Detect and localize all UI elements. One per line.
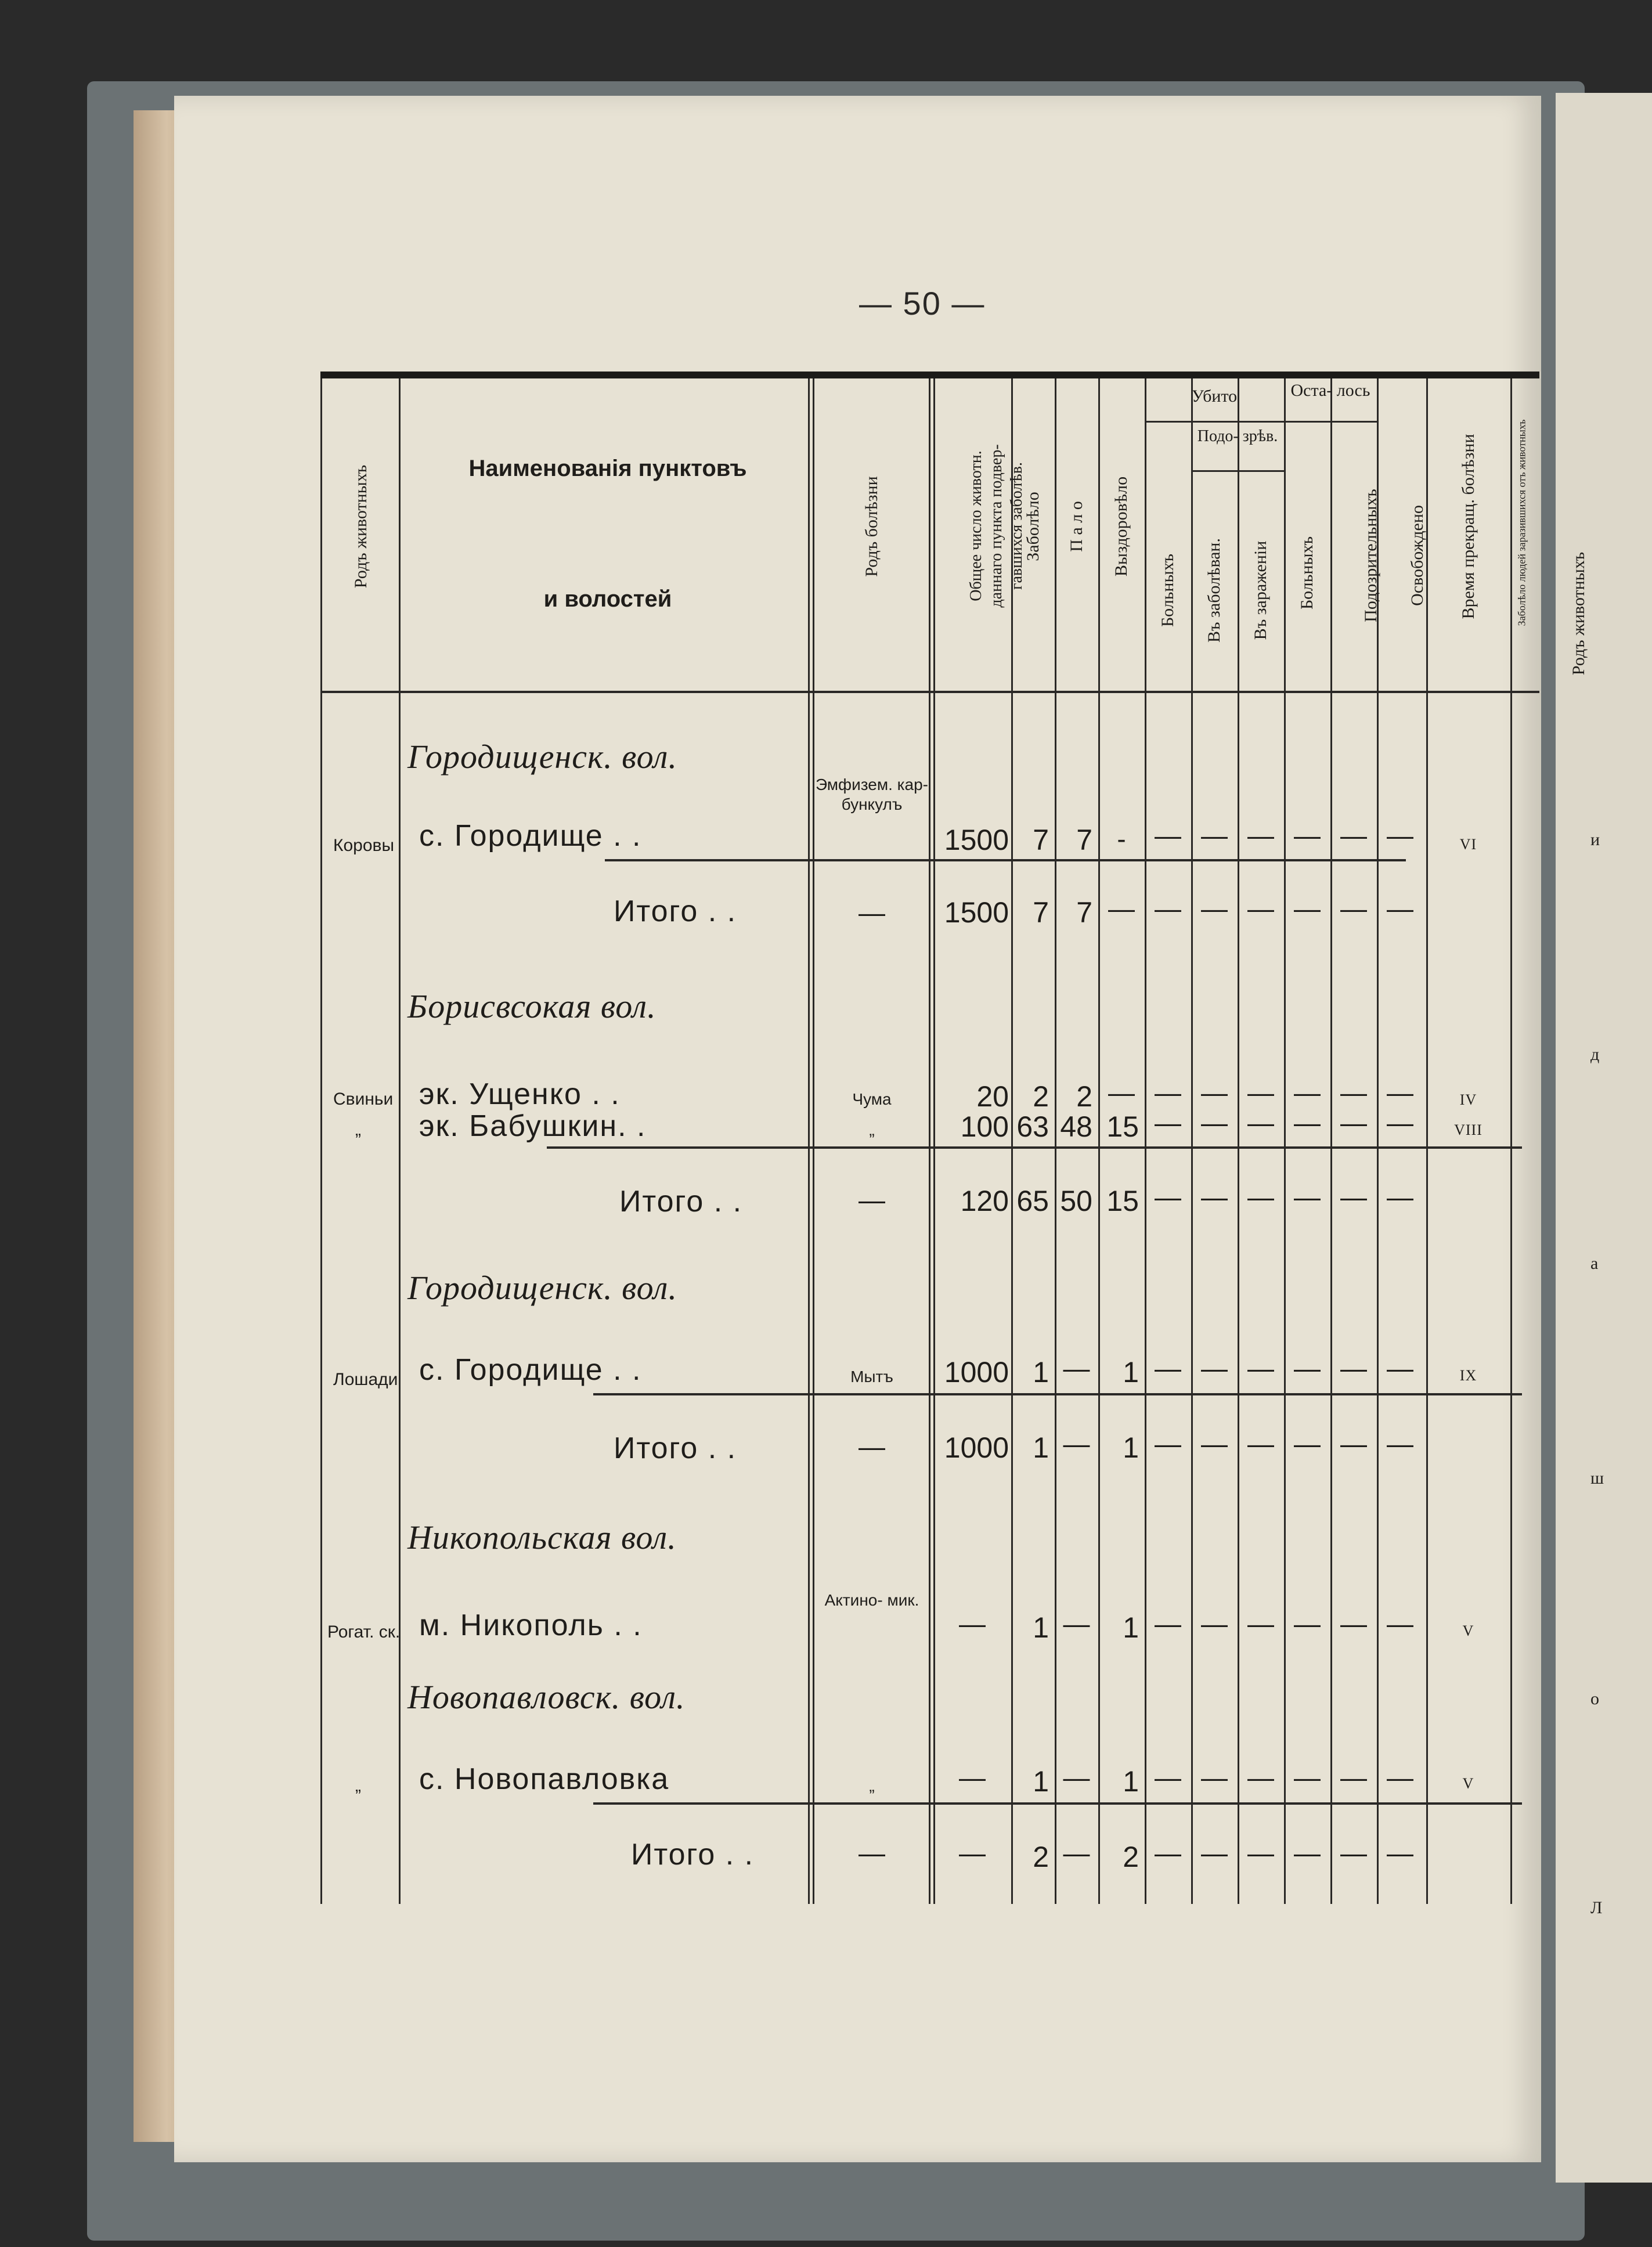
facing-letter: о: [1590, 1689, 1600, 1708]
facing-letter: д: [1590, 1045, 1600, 1064]
died: —: [1063, 1353, 1090, 1383]
cell-dash: —: [1340, 893, 1367, 924]
animal-ditto: „: [355, 1776, 361, 1795]
total-label: Итого . .: [619, 1185, 743, 1218]
disease-dash: —: [859, 1185, 885, 1215]
cell-dash: —: [1155, 893, 1181, 924]
place-name: эк. Ущенко . .: [419, 1077, 621, 1111]
cell-dash: —: [1340, 1353, 1367, 1383]
total-label: Итого . .: [614, 895, 737, 928]
fell-ill: 63: [1016, 1110, 1049, 1143]
animal-kind: Свиньи: [333, 1090, 394, 1109]
cell-dash: —: [1294, 1838, 1321, 1868]
col-line: [808, 378, 810, 1904]
cell-dash: —: [1294, 1182, 1321, 1212]
hdr-remaining-suspected: Подозрительныхъ: [1361, 489, 1380, 622]
cell-dash: —: [1247, 1429, 1274, 1459]
fell-ill: 65: [1016, 1185, 1049, 1217]
animal-kind: Лошади: [333, 1370, 398, 1389]
col-line: [1191, 378, 1193, 1904]
cell-dash: —: [1247, 1608, 1274, 1639]
cell-dash: —: [1294, 1077, 1321, 1108]
hdr-disease-kind: Родъ болѣзни: [862, 476, 881, 577]
total-animals: —: [959, 1762, 986, 1792]
row-rule: [593, 1393, 1522, 1395]
facing-letter: а: [1590, 1254, 1599, 1273]
cell-dash: —: [1247, 1762, 1274, 1792]
died: —: [1063, 1762, 1090, 1792]
cell-dash: —: [1294, 1762, 1321, 1792]
col-line: [1330, 378, 1332, 1904]
cell-dash: —: [1201, 1762, 1228, 1792]
total-animals: 1000: [944, 1356, 1009, 1388]
cell-dash: —: [1340, 1608, 1367, 1639]
cell-dash: —: [1294, 1108, 1321, 1138]
col-line: [929, 378, 930, 1904]
hdr-place-names-2: и волостей: [543, 586, 672, 612]
cell-dash: —: [1387, 1762, 1413, 1792]
statistics-table: [320, 372, 1539, 1904]
fell-ill: 1: [1033, 1431, 1049, 1464]
cell-dash: —: [1155, 1077, 1181, 1108]
place-name: эк. Бабушкин. .: [419, 1109, 647, 1143]
cell-dash: —: [1387, 1077, 1413, 1108]
place-name: с. Новопавловка: [419, 1762, 670, 1796]
facing-letter: Л: [1590, 1898, 1603, 1917]
col-line: [1510, 378, 1512, 1904]
total-animals: 100: [960, 1110, 1009, 1143]
fell-ill: 7: [1033, 824, 1049, 856]
cell-dash: —: [1387, 1429, 1413, 1459]
cell-dash: —: [1201, 1838, 1228, 1868]
died: —: [1063, 1429, 1090, 1459]
page-number: — 50 —: [859, 285, 986, 322]
died: 7: [1076, 896, 1092, 929]
cell-dash: —: [1340, 1077, 1367, 1108]
cell-dash: —: [1340, 1182, 1367, 1212]
cell-dash: —: [1155, 1429, 1181, 1459]
volost-heading: Городищенск. вол.: [407, 1269, 677, 1307]
cell-dash: —: [1155, 1108, 1181, 1138]
col-line: [1238, 378, 1239, 1904]
cell-dash: —: [1387, 1608, 1413, 1639]
cell-dash: —: [1294, 1608, 1321, 1639]
disease-kind: Эмфизем. кар- бункулъ: [816, 776, 928, 813]
cell-dash: —: [1340, 1762, 1367, 1792]
volost-heading: Городищенск. вол.: [407, 738, 677, 776]
cell-dash: —: [1155, 1608, 1181, 1639]
disease-dash: —: [859, 897, 885, 928]
cell-dash: —: [1387, 1108, 1413, 1138]
end-time: V: [1462, 1775, 1474, 1792]
header-subrule: [1145, 421, 1284, 423]
disease-kind: Мытъ: [850, 1368, 893, 1386]
cell-dash: —: [1247, 820, 1274, 850]
disease-ditto: „: [869, 1777, 875, 1795]
cell-dash: —: [1247, 893, 1274, 924]
recovered: 15: [1106, 1185, 1139, 1217]
total-animals: 20: [976, 1080, 1009, 1113]
facing-page-header: Родъ животныхъ: [1569, 551, 1588, 676]
cell-dash: —: [1294, 893, 1321, 924]
animal-kind: Коровы: [333, 836, 395, 855]
hdr-fell-ill: Заболѣло: [1023, 492, 1043, 561]
hdr-recovered: Выздоровѣло: [1112, 476, 1131, 577]
hdr-died: П а л о: [1067, 501, 1086, 552]
hdr-killed-sick: Больныхъ: [1158, 553, 1177, 627]
total-animals: —: [959, 1838, 986, 1868]
died: 2: [1076, 1080, 1092, 1113]
cell-dash: —: [1387, 1182, 1413, 1212]
end-time: VIII: [1454, 1121, 1483, 1138]
disease-kind: Актино- мик.: [824, 1591, 919, 1609]
hdr-people-infected: Заболѣло людей заразившихся отъ животныхъ: [1516, 419, 1528, 626]
cell-dash: —: [1247, 1108, 1274, 1138]
recovered: —: [1108, 1077, 1135, 1108]
fell-ill: 1: [1033, 1611, 1049, 1644]
hdr-killed-group: Убито: [1191, 387, 1238, 406]
cell-dash: —: [1294, 1429, 1321, 1459]
cell-dash: —: [1108, 893, 1135, 924]
facing-letter: и: [1590, 830, 1601, 849]
died: —: [1063, 1608, 1090, 1639]
cell-dash: —: [1201, 1182, 1228, 1212]
hdr-killed-infected: Въ зараженіи: [1251, 540, 1270, 640]
cell-dash: —: [1155, 1762, 1181, 1792]
cell-dash: —: [1201, 1608, 1228, 1639]
cell-dash: —: [1247, 1353, 1274, 1383]
table-top-rule: [320, 372, 1539, 378]
end-time: VI: [1459, 836, 1477, 853]
animal-ditto: „: [355, 1120, 361, 1139]
end-time: IX: [1459, 1367, 1477, 1384]
recovered: 1: [1123, 1431, 1139, 1464]
recovered: 1: [1123, 1765, 1139, 1798]
hdr-total-1: Общее число животн.: [967, 450, 985, 601]
cell-dash: —: [1155, 1838, 1181, 1868]
hdr-total-3: гавшихся заболѣв.: [1008, 462, 1026, 590]
volost-heading: Никопольская вол.: [407, 1519, 677, 1556]
row-rule: [593, 1802, 1522, 1805]
volost-heading: Борисвсокая вол.: [407, 987, 657, 1025]
cell-dash: —: [1201, 1077, 1228, 1108]
place-name: м. Никополь . .: [419, 1608, 643, 1642]
col-line: [1284, 378, 1286, 1904]
cell-dash: —: [1201, 820, 1228, 850]
fell-ill: 1: [1033, 1356, 1049, 1388]
cell-dash: —: [1387, 1838, 1413, 1868]
cell-dash: —: [1201, 1108, 1228, 1138]
cell-dash: —: [1247, 1838, 1274, 1868]
cell-dash: —: [1387, 820, 1413, 850]
animal-kind: Рогат. ск.: [327, 1622, 401, 1642]
row-rule: [605, 859, 1406, 861]
facing-page: [1556, 93, 1652, 2183]
cell-dash: —: [1155, 820, 1181, 850]
row-rule: [547, 1146, 1522, 1149]
fell-ill: 7: [1033, 896, 1049, 929]
hdr-remaining-group: Оста- лось: [1290, 381, 1370, 400]
total-animals: —: [959, 1608, 986, 1639]
recovered: 1: [1123, 1611, 1139, 1644]
cell-dash: —: [1340, 820, 1367, 850]
fell-ill: 2: [1033, 1841, 1049, 1873]
cell-dash: —: [1155, 1182, 1181, 1212]
hdr-place-names: Наименованія пунктовъ: [468, 456, 747, 481]
col-line: [320, 378, 322, 1904]
recovered: -: [1117, 824, 1126, 854]
total-label: Итого . .: [614, 1431, 737, 1465]
cell-dash: —: [1387, 1353, 1413, 1383]
disease-dash: —: [859, 1431, 885, 1462]
cell-dash: —: [1201, 1353, 1228, 1383]
cell-dash: —: [1294, 1353, 1321, 1383]
died: 50: [1060, 1185, 1092, 1217]
col-line: [399, 378, 401, 1904]
disease-kind: Чума: [852, 1090, 892, 1108]
facing-letter: ш: [1590, 1469, 1605, 1488]
cell-dash: —: [1155, 1353, 1181, 1383]
cell-dash: —: [1201, 1429, 1228, 1459]
hdr-suspected-group: Подо- зрѣв.: [1197, 427, 1278, 445]
fell-ill: 1: [1033, 1765, 1049, 1798]
hdr-end-time: Время прекращ. болѣзни: [1459, 434, 1478, 619]
hdr-killed-ill: Въ заболѣван.: [1204, 538, 1224, 643]
total-animals: 120: [960, 1185, 1009, 1217]
cell-dash: —: [1340, 1838, 1367, 1868]
hdr-released: Освобождено: [1408, 505, 1427, 606]
col-line: [1145, 378, 1146, 1904]
disease-ditto: „: [869, 1121, 875, 1139]
total-animals: 1000: [944, 1431, 1009, 1464]
end-time: IV: [1459, 1091, 1477, 1108]
hdr-remaining-sick: Больныхъ: [1297, 536, 1316, 610]
total-label: Итого . .: [631, 1838, 755, 1871]
volost-heading: Новопавловск. вол.: [407, 1678, 686, 1716]
recovered: 15: [1106, 1110, 1139, 1143]
end-time: V: [1462, 1622, 1474, 1639]
header-subrule: [1191, 470, 1284, 472]
total-animals: 1500: [944, 824, 1009, 856]
died: 48: [1060, 1110, 1092, 1143]
place-name: с. Городище . .: [419, 819, 642, 853]
cell-dash: —: [1387, 893, 1413, 924]
col-line: [813, 378, 814, 1904]
cell-dash: —: [1340, 1108, 1367, 1138]
recovered: 2: [1123, 1841, 1139, 1873]
cell-dash: —: [1294, 820, 1321, 850]
cell-dash: —: [1201, 893, 1228, 924]
place-name: с. Городище . .: [419, 1353, 642, 1387]
fell-ill: 2: [1033, 1080, 1049, 1113]
died: —: [1063, 1838, 1090, 1868]
cell-dash: —: [1247, 1077, 1274, 1108]
header-subrule: [1284, 421, 1377, 423]
hdr-animal-kind: Родъ животныхъ: [351, 464, 370, 589]
recovered: 1: [1123, 1356, 1139, 1388]
hdr-total-2: даннаго пункта подвер-: [987, 444, 1005, 608]
disease-dash: —: [859, 1838, 885, 1868]
total-animals: 1500: [944, 896, 1009, 929]
cell-dash: —: [1247, 1182, 1274, 1212]
cell-dash: —: [1340, 1429, 1367, 1459]
died: 7: [1076, 824, 1092, 856]
